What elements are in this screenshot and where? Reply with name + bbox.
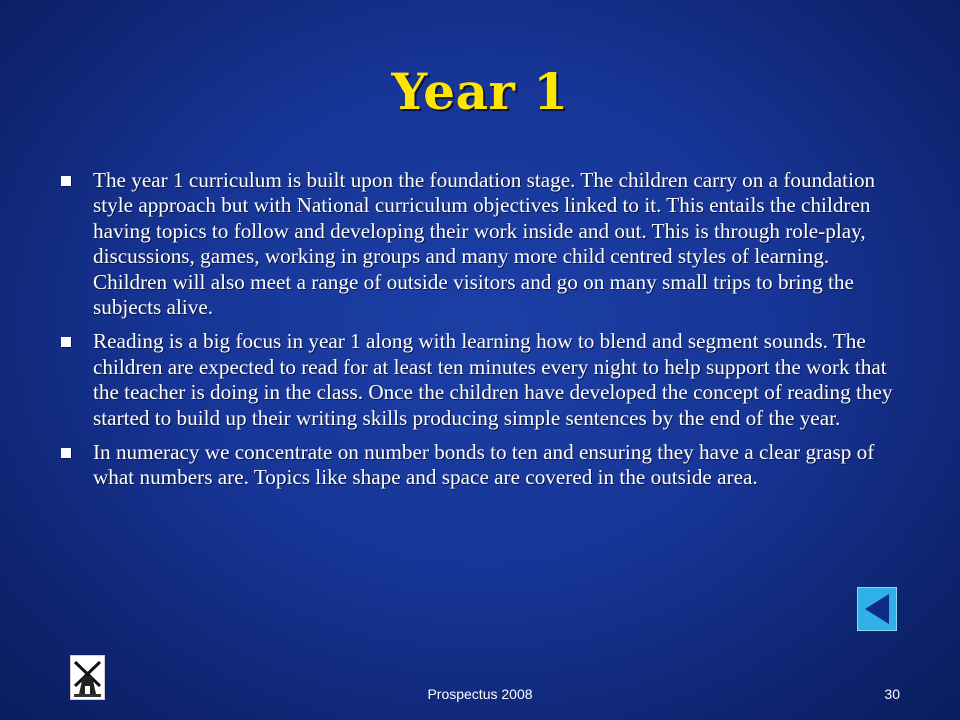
bullet-square-icon — [61, 448, 71, 458]
windmill-logo-icon — [70, 655, 105, 700]
footer-text: Prospectus 2008 — [427, 686, 533, 702]
bullet-list — [60, 168, 900, 500]
bullet-text: The year 1 curriculum is built upon the foundation stage. The children carry on a foundation style approach but with National curriculum objectives linked to it. This entails the children having topics to follow and developing their work inside and out. This is through role-play, discussions, games, working in groups and many more child centred styles of learning. Children will also meet a range of outside visitors and go on many small trips to bring the subjects alive. — [93, 168, 876, 320]
bullet-square-icon — [61, 176, 71, 186]
bullet-square-icon — [61, 337, 71, 347]
bullet-item-numeracy — [60, 440, 900, 491]
back-arrow-icon — [858, 588, 896, 630]
bullet-item-curriculum — [60, 168, 900, 320]
bullet-text: In numeracy we concentrate on number bonds to ten and ensuring they have a clear grasp of what numbers are. Topics like shape and space are covered in the outside area. — [93, 440, 875, 490]
back-button[interactable] — [857, 587, 897, 631]
slide-title: Year 1 — [391, 62, 569, 121]
bullet-text: Reading is a big focus in year 1 along with learning how to blend and segment sounds. The children are expected to read for at least ten minutes every night to help support the work that the teacher is doing in the class. Once the children have developed the concept of reading they started to build up their writing skills producing simple sentences by the end of the year. — [93, 329, 893, 430]
bullet-item-reading — [60, 329, 900, 431]
page-number: 30 — [884, 686, 900, 702]
